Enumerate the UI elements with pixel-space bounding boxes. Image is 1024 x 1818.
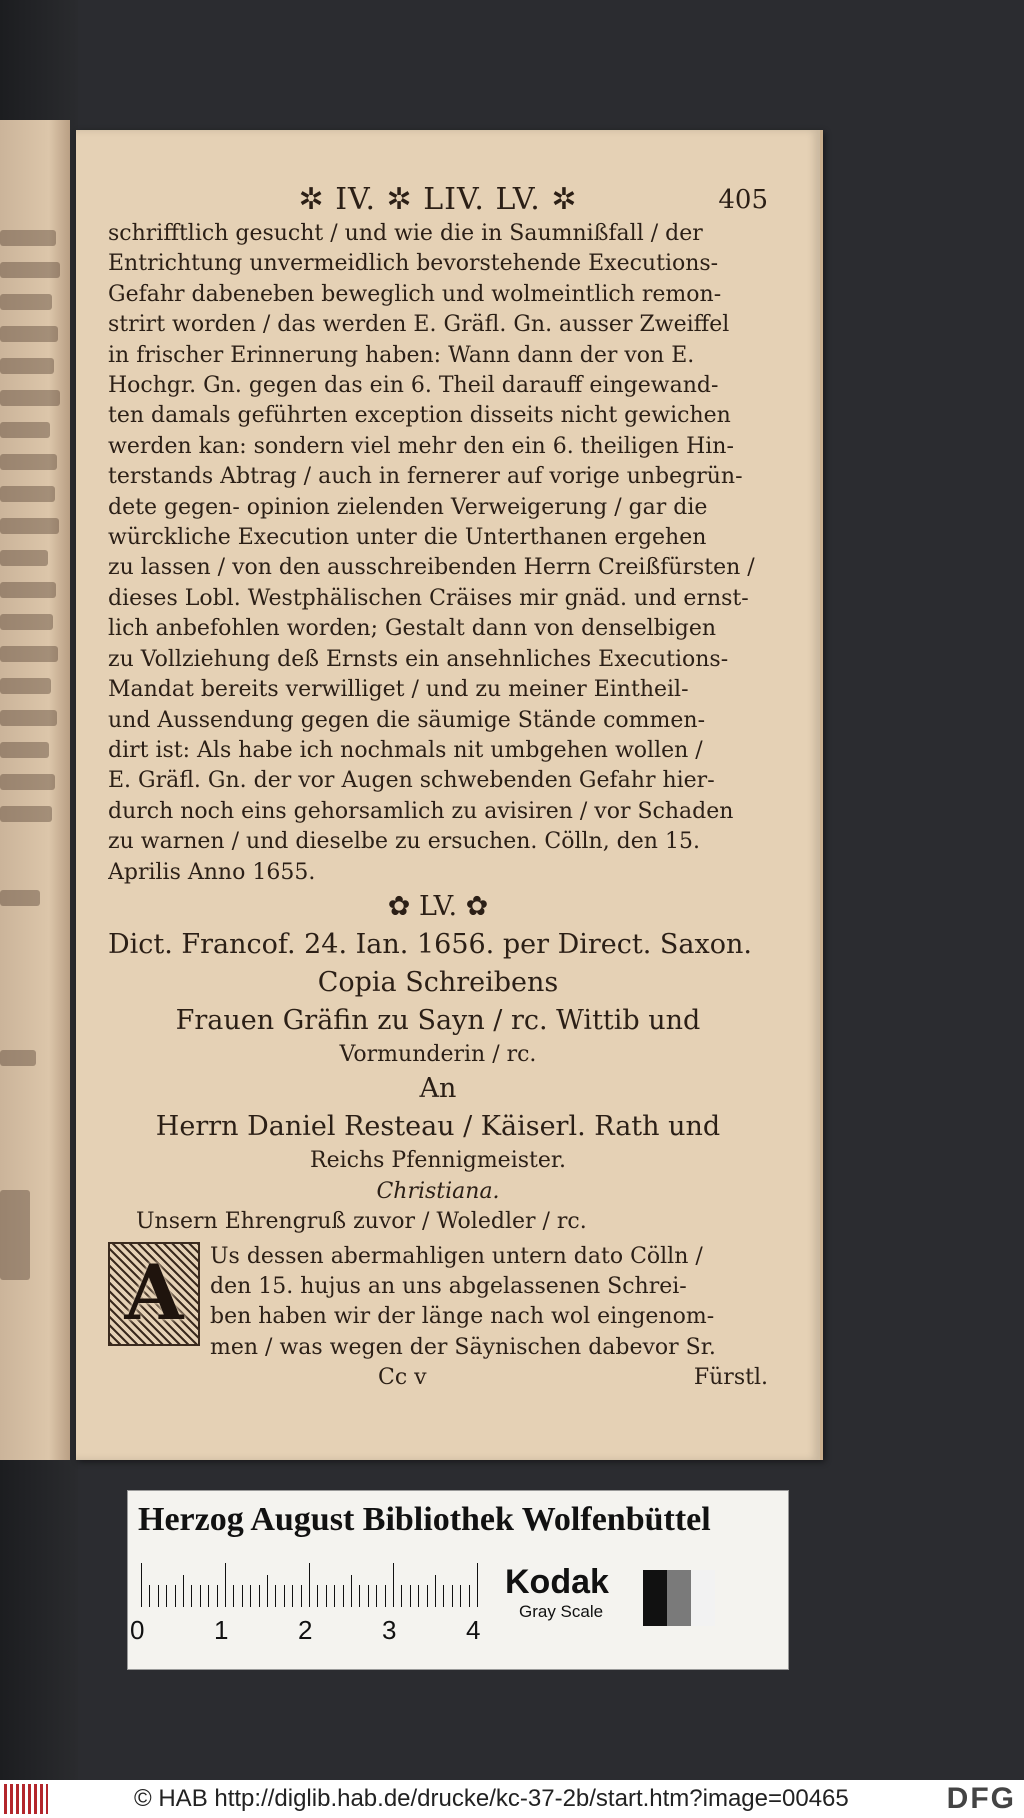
body-line: zu warnen / und dieselbe zu ersuchen. Cölln, den 15. — [108, 829, 700, 855]
ruler-tick — [149, 1585, 150, 1607]
sender-line: Frauen Gräfin zu Sayn / rc. Wittib und — [175, 1004, 701, 1036]
ruler-tick — [242, 1585, 243, 1607]
ruler-tick — [259, 1585, 260, 1607]
page-text — [108, 182, 768, 1394]
ruler-tick — [469, 1585, 470, 1607]
library-name: Herzog August Bibliothek Wolfenbüttel — [138, 1501, 711, 1538]
body-line: und Aussendung gegen die säumige Stände commen- — [108, 707, 706, 733]
kodak-logo — [505, 1563, 609, 1622]
running-header — [108, 182, 768, 219]
body-line: schrifftlich gesucht / und wie die in Saumnißfall / der — [108, 221, 703, 246]
ruler-tick — [225, 1563, 226, 1607]
copyright-link[interactable]: © HAB http://diglib.hab.de/drucke/kc-37-2b/start.htm?image=00465 — [134, 1785, 849, 1812]
body-line: dirt ist: Als habe ich nochmals nit umbgehen wollen / — [108, 737, 703, 763]
section-heading: ✿ LV. ✿ — [387, 890, 489, 922]
body-line: strirt worden / das werden E. Gräfl. Gn. ausser Zweiffel — [108, 312, 730, 338]
ruler-tick — [368, 1585, 369, 1607]
body-line: dieses Lobl. Westphälischen Cräises mir gnäd. und ernst- — [108, 585, 749, 611]
body-line: Mandat bereits verwilliget / und zu meiner Eintheil- — [108, 677, 689, 703]
ruler-tick — [343, 1585, 344, 1607]
letter-line: den 15. hujus an uns abgelassenen Schrei- — [210, 1273, 687, 1299]
ruler-tick — [301, 1585, 302, 1607]
ruler-tick — [460, 1585, 461, 1607]
letter-line: men / was wegen der Säynischen dabevor Sr. — [210, 1334, 716, 1360]
body-line: zu lassen / von den ausschreibenden Herrn Creißfürsten / — [108, 555, 755, 581]
ruler-tick — [326, 1585, 327, 1607]
body-line: Hochgr. Gn. gegen das ein 6. Theil darauff eingewand- — [108, 373, 719, 399]
ruler-tick — [427, 1585, 428, 1607]
sender-line: Vormunderin / rc. — [339, 1041, 537, 1067]
ruler-tick — [410, 1585, 411, 1607]
gray-swatch-white — [691, 1570, 715, 1626]
ruler-tick — [292, 1585, 293, 1607]
ruler-tick — [183, 1575, 184, 1607]
ruler-tick — [191, 1585, 192, 1607]
body-line: terstands Abtrag / auch in fernerer auf vorige unbegrün- — [108, 464, 743, 490]
body-line: Gefahr dabeneben beweglich und wolmeintlich remon- — [108, 281, 722, 307]
kodak-brand: Kodak — [505, 1563, 609, 1601]
gray-swatch-black — [643, 1570, 667, 1626]
catchword: Fürstl. — [693, 1365, 768, 1391]
book-page — [76, 130, 823, 1460]
body-line: Entrichtung unvermeidlich bevorstehende Executions- — [108, 251, 719, 277]
letter-line: Us dessen abermahligen untern dato Cölln / — [210, 1243, 703, 1269]
copia-line: Copia Schreibens — [317, 966, 559, 998]
letter-line: ben haben wir der länge nach wol eingenom- — [210, 1304, 715, 1330]
dropcap-initial: A — [108, 1242, 200, 1346]
ruler-tick — [418, 1585, 419, 1607]
an-line: An — [419, 1073, 457, 1105]
body-line: Aprilis Anno 1655. — [108, 859, 316, 885]
ruler-tick — [385, 1585, 386, 1607]
ruler-tick — [217, 1585, 218, 1607]
scale-ruler — [141, 1563, 501, 1607]
ruler-tick — [208, 1585, 209, 1607]
ruler-tick — [376, 1585, 377, 1607]
body-line: lich anbefohlen worden; Gestalt dann von denselbigen — [108, 616, 717, 642]
ruler-tick — [443, 1585, 444, 1607]
header-title: ✲ IV. ✲ LIV. LV. ✲ — [298, 182, 578, 217]
page-number: 405 — [718, 185, 768, 215]
ruler-tick — [275, 1585, 276, 1607]
ruler-tick — [393, 1563, 394, 1607]
previous-page-edge — [0, 120, 70, 1460]
ruler-tick — [452, 1585, 453, 1607]
ruler-tick — [284, 1585, 285, 1607]
gray-swatch-mid — [667, 1570, 691, 1626]
ruler-tick — [267, 1575, 268, 1607]
ruler-tick — [359, 1585, 360, 1607]
ruler-tick — [401, 1585, 402, 1607]
ruler-number: 2 — [298, 1615, 313, 1645]
ruler-tick — [317, 1585, 318, 1607]
ruler-tick — [175, 1585, 176, 1607]
recipient-line: Reichs Pfennigmeister. — [310, 1148, 566, 1174]
signature-mark: Cc v — [378, 1365, 427, 1391]
body-line: zu Vollziehung deß Ernsts ein ansehnliches Executions- — [108, 646, 729, 672]
body-line: in frischer Erinnerung haben: Wann dann der von E. — [108, 342, 695, 368]
ruler-tick — [351, 1575, 352, 1607]
ruler-tick — [158, 1585, 159, 1607]
viewer-footer-bar — [0, 1780, 1024, 1818]
body-line: ten damals geführten exception disseits nicht gewichen — [108, 403, 731, 429]
body-line: dete gegen- opinion zielenden Verweigerung / gar die — [108, 494, 708, 520]
ruler-tick — [166, 1585, 167, 1607]
signature-name: Christiana. — [376, 1178, 500, 1204]
kodak-subtitle: Gray Scale — [519, 1602, 604, 1621]
dfg-logo: DFG — [946, 1782, 1016, 1815]
ruler-number: 3 — [382, 1615, 397, 1645]
ruler-tick — [141, 1563, 142, 1607]
body-line: werden kan: sondern viel mehr den ein 6. theiligen Hin- — [108, 433, 734, 459]
recipient-line: Herrn Daniel Resteau / Käiserl. Rath und — [155, 1111, 721, 1143]
body-line: durch noch eins gehorsamlich zu avisiren / vor Schaden — [108, 798, 734, 824]
library-label-card — [127, 1490, 789, 1670]
ruler-tick — [250, 1585, 251, 1607]
barcode-icon — [4, 1784, 48, 1814]
ruler-tick — [435, 1575, 436, 1607]
ruler-tick — [477, 1563, 478, 1607]
body-line: E. Gräfl. Gn. der vor Augen schwebenden Gefahr hier- — [108, 768, 715, 794]
ruler-tick — [233, 1585, 234, 1607]
body-line: würckliche Execution unter die Unterthanen ergehen — [108, 525, 707, 551]
ruler-number: 1 — [214, 1615, 229, 1645]
page-footer — [108, 1363, 768, 1393]
ruler-number: 4 — [466, 1615, 481, 1645]
greeting-line: Unsern Ehrengruß zuvor / Woledler / rc. — [136, 1209, 587, 1235]
letter-opening — [108, 1242, 768, 1364]
ruler-tick — [200, 1585, 201, 1607]
ruler-tick — [334, 1585, 335, 1607]
dictation-line: Dict. Francof. 24. Ian. 1656. per Direct. Saxon. — [108, 928, 752, 960]
ruler-tick — [309, 1563, 310, 1607]
ruler-number: 0 — [130, 1615, 145, 1645]
